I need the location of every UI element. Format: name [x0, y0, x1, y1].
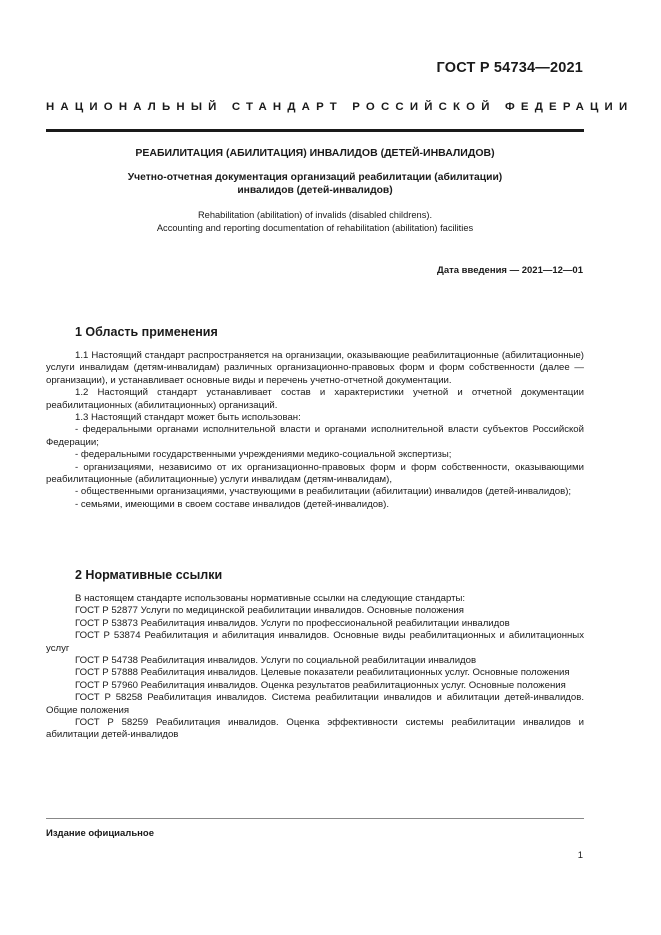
list-item: - федеральными органами исполнительной власти и органами исполнительной власти субъектов Российской Федерации;: [46, 424, 584, 448]
normative-reference: ГОСТ Р 57888 Реабилитация инвалидов. Целевые показатели реабилитационных услуг. Основные положения: [75, 667, 570, 679]
normative-reference: ГОСТ Р 53873 Реабилитация инвалидов. Услуги по профессиональной реабилитации инвалидов: [75, 617, 510, 629]
section-1-body: [46, 350, 584, 511]
subtitle-line-1: Учетно-отчетная документация организаций реабилитации (абилитации): [127, 172, 503, 183]
normative-reference: ГОСТ Р 57960 Реабилитация инвалидов. Оценка результатов реабилитационных услуг. Основные положения: [75, 679, 566, 691]
normative-reference: ГОСТ Р 52877 Услуги по медицинской реабилитации инвалидов. Основные положения: [75, 605, 464, 617]
section-2-body: [46, 593, 584, 742]
english-title: [46, 209, 584, 234]
list-item: - федеральными государственными учреждениями медико-социальной экспертизы;: [75, 449, 452, 461]
list-item: - семьями, имеющими в своем составе инвалидов (детей-инвалидов).: [75, 498, 390, 510]
national-standard-title: НАЦИОНАЛЬНЫЙ СТАНДАРТ РОССИЙСКОЙ ФЕДЕРАЦИИ: [46, 101, 634, 113]
english-title-line-1: Rehabilitation (abilitation) of invalids (disabled childrens).: [197, 210, 433, 220]
normative-reference: ГОСТ Р 54738 Реабилитация инвалидов. Услуги по социальной реабилитации инвалидов: [75, 655, 477, 667]
normative-reference: ГОСТ Р 53874 Реабилитация и абилитация инвалидов. Основные виды реабилитационных и абилитационных услуг: [46, 630, 584, 654]
section-2-heading: 2 Нормативные ссылки: [75, 568, 223, 582]
header-rule: [46, 129, 584, 132]
english-title-line-2: Accounting and reporting documentation of rehabilitation (abilitation) facilities: [156, 222, 474, 233]
paragraph-1-2: 1.2 Настоящий стандарт устанавливает состав и характеристики учетной и отчетной документации реабилитационных (абилитационных) организаций.: [46, 387, 584, 411]
standard-title: РЕАБИЛИТАЦИЯ (АБИЛИТАЦИЯ) ИНВАЛИДОВ (ДЕТЕЙ-ИНВАЛИДОВ): [135, 147, 495, 159]
section-2-intro: В настоящем стандарте использованы нормативные ссылки на следующие стандарты:: [75, 593, 466, 604]
normative-reference: ГОСТ Р 58259 Реабилитация инвалидов. Оценка эффективности системы реабилитации инвалидов и абилитации детей-инвалидов: [46, 717, 584, 741]
standard-subtitle: [46, 172, 584, 197]
page-number: 1: [577, 850, 583, 861]
list-item: - организациями, независимо от их организационно-правовых форм и форм собственности, оказывающими реабилитационные (абилитационные) услуги инвалидам (детям-инвалидам),: [46, 461, 584, 486]
list-item: - общественными организациями, участвующими в реабилитации (абилитации) инвалидов (детей-инвалидов);: [75, 486, 572, 498]
section-1-heading: 1 Область применения: [75, 325, 218, 339]
paragraph-1-1: 1.1 Настоящий стандарт распространяется на организации, оказывающие реабилитационные (абилитационные) услуги инвалидам (детям-инвалидам) различных организационно-правовых форм и форм собственности (далее — организации), и устанавливает основные виды и перечень учетно-отчетной документации.: [46, 350, 584, 386]
introduction-date: Дата введения — 2021—12—01: [437, 265, 583, 276]
official-edition-label: Издание официальное: [46, 828, 154, 839]
normative-reference: ГОСТ Р 58258 Реабилитация инвалидов. Система реабилитации инвалидов и абилитации детей-инвалидов. Общие положения: [46, 692, 584, 716]
paragraph-1-3: 1.3 Настоящий стандарт может быть использован:: [75, 412, 301, 424]
subtitle-line-2: инвалидов (детей-инвалидов): [237, 184, 393, 196]
document-number: ГОСТ Р 54734—2021: [436, 60, 583, 76]
footer-rule: [46, 818, 584, 819]
